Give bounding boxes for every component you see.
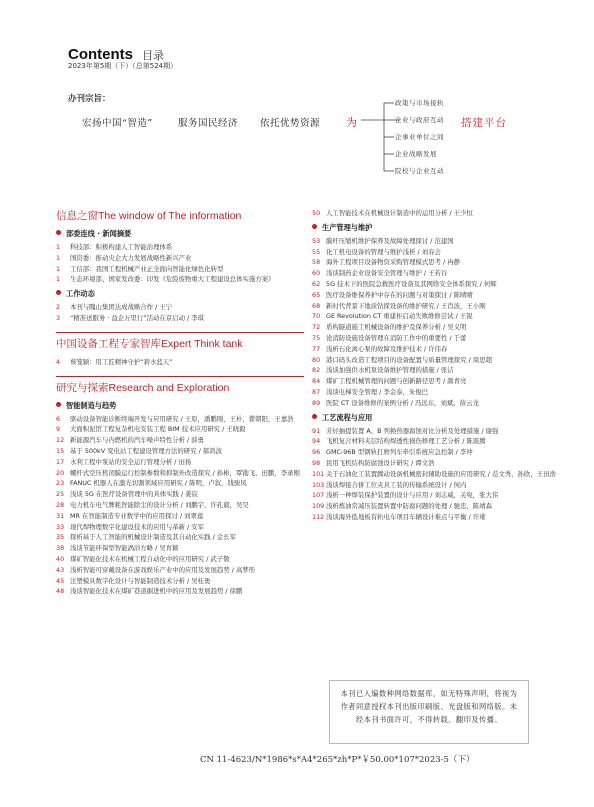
entry-title: 医院 CT 设备维修的案例分析 / 冯远东，刘斌，薛云龙 (326, 398, 479, 407)
aim-middle: 为 (346, 116, 357, 129)
toc-entry[interactable] (56, 313, 304, 324)
toc-entry[interactable] (56, 532, 304, 543)
entry-title: 浅谈节能环保型智能涡浴方略 / 吴育颖 (70, 544, 179, 553)
entry-title: 水利工程中泵站的安全运行管理分析 / 田扬 (70, 457, 192, 466)
page-number: 15 (56, 446, 65, 455)
page-number: 43 (56, 565, 65, 574)
toc-entry[interactable] (56, 424, 304, 435)
page-number: 38 (56, 544, 65, 553)
entry-title: 科技部：积极构建人工智能治理体系 (70, 243, 173, 251)
subsection-header (56, 289, 304, 299)
page-number: 25 (56, 490, 65, 499)
toc-entry[interactable] (56, 253, 304, 264)
page-number: 72 (312, 323, 321, 332)
page-number: 1 (56, 243, 61, 251)
page-number: 20 (56, 468, 65, 477)
entry-title: 大面积泥馆工程复杂机电安装工程 BIM 技术应用研究 / 王晓毅 (70, 425, 246, 434)
subsection-title: 工作动态 (66, 289, 95, 299)
toc-entry[interactable] (312, 290, 582, 301)
page-number: 75 (312, 333, 321, 342)
toc-entry[interactable] (56, 357, 304, 368)
toc-entry[interactable] (312, 387, 582, 398)
title-cn: 目录 (142, 49, 165, 62)
page-number: 45 (56, 576, 65, 585)
page-number: 55 (312, 247, 321, 256)
page-number: 80 (312, 355, 321, 364)
entry-title: 芳烃抽提装置 A、B 列换热器腐蚀对比分析及处理措施 / 谢强 (326, 426, 499, 435)
page-number: 112 (312, 512, 325, 521)
toc-entry[interactable] (312, 344, 582, 355)
page-number: 65 (312, 290, 321, 299)
page-number: 28 (56, 500, 65, 509)
slogan-3: 依托优势资源 (260, 118, 321, 129)
page-number: 17 (56, 457, 65, 466)
entry-title: 注塑模具数字化设计与智能制造技术分析 / 吴桂勇 (70, 576, 211, 585)
toc-entry[interactable] (56, 446, 304, 457)
subsection-header (312, 413, 582, 423)
entry-title: 煤矿工程机械管理的问题与创新路径思考 / 颜青亮 (326, 377, 467, 386)
branch-3: 企事业单位之间 (395, 133, 444, 141)
page-number: 84 (312, 377, 321, 386)
page-number: 40 (56, 554, 65, 563)
bullet-dot-icon (56, 230, 61, 235)
toc-entry[interactable] (312, 301, 582, 312)
section-header (56, 332, 304, 351)
branch-5: 院校与企业互动 (395, 167, 444, 175)
right-column (312, 208, 582, 523)
page-number: 103 (312, 480, 325, 489)
page-number: 94 (312, 437, 321, 446)
toc-entry[interactable] (312, 398, 582, 409)
toc-entry[interactable] (56, 457, 304, 468)
toc-entry[interactable] (56, 576, 304, 587)
left-column (56, 208, 304, 597)
entry-title: 盾构隧道施工机械设备的维护及保养分析 / 吴义明 (326, 323, 467, 332)
subsection-title: 部委连线 · 新闻摘要 (66, 229, 132, 238)
page-number: 4 (56, 357, 61, 366)
entry-title: 驱动设备智能诊断终端开发与应用研究 / 王原，潘鹏刚，王朴，瞿朝阳，王嘉浩 (70, 414, 294, 423)
toc-entry[interactable] (312, 208, 582, 219)
entry-title: “精准送服务 · 益企万里行”活动在京启动 / 李琪 (70, 313, 204, 322)
page-number: 6 (56, 414, 61, 423)
bullet-dot-icon (56, 402, 61, 407)
entry-title: 浅析炼油常减压装置转置中防腐问题的处理 / 驰忠，陈靖森 (326, 502, 492, 511)
toc-entry[interactable] (56, 435, 304, 446)
entry-title: 国资委：推动央企大力发展战略性新兴产业 (70, 253, 192, 262)
toc-entry[interactable] (312, 247, 582, 258)
entry-title: 浅谈电梯安全管理 / 李金泰，朱俊巴 (326, 387, 429, 396)
page-number: 77 (312, 344, 321, 353)
entry-title: 新能源汽车与内燃机的汽车噪声特性分析 / 薛勇 (70, 436, 205, 445)
branch-1: 政策与市场接轨 (395, 99, 444, 107)
toc-entry[interactable] (312, 311, 582, 322)
slogan-1: 宏扬中国“智造” (82, 118, 153, 129)
section-title-en: Expert Think tank (161, 337, 243, 350)
page-number: 12 (56, 436, 65, 445)
entry-title: 螺杆式空压机闭膜运行控制参数和抑制外改造探究 / 孙彬，覃勖飞，田鹏，李录刚 (70, 468, 300, 477)
page-number: 50 (312, 209, 321, 217)
page-number: 58 (312, 258, 321, 267)
page-number: 109 (312, 502, 325, 511)
section-header (56, 376, 304, 395)
toc-entry[interactable] (312, 469, 582, 480)
page-number: 60 (312, 269, 321, 278)
section-title-cn: 研究与探索 (56, 381, 109, 394)
toc-entry[interactable] (56, 468, 304, 479)
entry-title: 浅谈 5G 在医疗设备管理中的具体实践 / 姜宸 (70, 490, 198, 499)
entry-title: MR 在智能制造专业数学中的应用探讨 / 刘翠莲 (70, 511, 204, 520)
bullet-dot-icon (56, 290, 61, 295)
slogan-2: 服务国民经济 (178, 118, 239, 129)
entry-title: 浅析一种焊装保护装置的设计与应用 / 刘志威，关宛，张大伟 (326, 491, 499, 500)
page-number: 96 (312, 448, 321, 457)
toc-entry[interactable] (312, 501, 582, 512)
toc-entry[interactable] (312, 436, 582, 447)
toc-entry[interactable] (312, 279, 582, 290)
page-number: 1 (56, 275, 61, 284)
page-number: 23 (56, 479, 65, 488)
entry-title: 探析基于人工智能的机械设计制造及其自动化实践 / 金长军 (70, 533, 236, 542)
toc-entry[interactable] (312, 322, 582, 333)
page-number: 33 (56, 522, 65, 531)
entry-title: 飞机复合材料夹层结构焊透性损伤修理工艺分析 / 陈震腾 (326, 437, 486, 446)
entry-title: 关于石油化工装置腾动设备机械密封辅助设施的应用研究 / 范文秀，孙欣，王田浩 (326, 469, 556, 478)
toc-entry[interactable] (312, 512, 582, 523)
toc-entry[interactable] (312, 376, 582, 387)
section-title-cn: 中国设备工程专家智库 (56, 337, 161, 350)
toc-entry[interactable] (56, 414, 304, 425)
page-number: 9 (56, 425, 61, 434)
entry-title: 论消防设施设备管理在消防工作中的重要性 / 于蕾 (326, 333, 467, 342)
page-number: 87 (312, 387, 321, 396)
page-number: 31 (56, 511, 65, 520)
entry-title: 膜杆压缩机维护保养及故障处理探讨 / 范建国 (326, 236, 454, 245)
toc-entry[interactable] (312, 490, 582, 501)
toc-entry[interactable] (312, 355, 582, 366)
toc-entry[interactable] (312, 365, 582, 376)
aim-label: 办刊宗旨： (68, 94, 111, 104)
section-title-cn: 信息之窗 (56, 210, 98, 222)
subsection-header (56, 401, 304, 411)
entry-title: 医疗设备维保养护中存在的问题与对策探讨 / 陈晴晴 (326, 290, 473, 299)
page-number: 53 (312, 236, 321, 245)
section-title-en: Research and Exploration (108, 381, 230, 394)
page-number: 1 (56, 264, 61, 273)
toc-entry[interactable] (56, 522, 304, 533)
entry-title: 浅谈制药企业设备安全管理与维护 / 王若谷 (326, 269, 448, 278)
toc-entry[interactable] (56, 565, 304, 576)
title-en: Contents (68, 46, 133, 63)
entry-title: GE Revolution CT 重建柜启动失败维修尝试 / 王锐 (326, 312, 473, 321)
toc-entry[interactable] (56, 242, 304, 253)
toc-entry[interactable] (56, 586, 304, 597)
page-number: 101 (312, 469, 325, 478)
entry-title: 浅谈加强供水机泵设备维护管理的措施 / 张洁 (326, 366, 454, 375)
entry-title: 现代焊物理数字化建设技术的应用与革新 / 安军 (70, 522, 205, 531)
entry-title: GMC-96B 型钢轨打磨列车牵引系统应急控制 / 李冲 (326, 448, 473, 457)
page-number: 1 (56, 253, 61, 262)
toc-entry[interactable] (312, 458, 582, 469)
subsection-title: 智能制造与趋势 (66, 400, 117, 410)
toc-entry[interactable] (312, 426, 582, 437)
subsection-title: 工艺流程与应用 (322, 412, 373, 422)
entry-title: 浅谈智能化技术在煤矿巷道掘进机中的应用及发展趋势 / 徐鹏 (70, 587, 243, 596)
page-number: 107 (312, 491, 325, 500)
issue-info: 2023年第5期（下）（总第524期） (68, 62, 178, 70)
entry-title: 生态环境部、国家发改委：印发《危险废物重大工程建设总体实施方案》 (70, 275, 275, 284)
toc-entry[interactable] (312, 257, 582, 268)
page-number: 35 (56, 533, 65, 542)
entry-title: 本刊与隗山集团达成战略合作 / 王宁 (70, 303, 173, 312)
subsection-header (56, 229, 304, 239)
page-number: 48 (56, 587, 65, 596)
entry-title: 浅析石化离心泵的故障及维护技术 / 许伟春 (326, 344, 448, 353)
page-number: 2 (56, 303, 61, 312)
entry-title: 基于 500kV 变电站工程建设管理方法的研究 / 郝鸿波 (70, 446, 222, 455)
toc-entry[interactable] (312, 480, 582, 491)
entry-title: 浅谈焊接合拼工位夹具工装的传输系统设计 / 何内 (326, 480, 467, 489)
toc-entry[interactable] (312, 333, 582, 344)
page-number: 68 (312, 301, 321, 310)
entry-title: 化工机电设备的管理与维护浅析 / 刘春会 (326, 247, 441, 256)
subsection-header (312, 223, 582, 233)
toc-entry[interactable] (56, 554, 304, 565)
section-header (56, 208, 304, 223)
page-number: 82 (312, 366, 321, 375)
entry-title: 民用飞机结构防腐蚀设计研究 / 谭文浩 (326, 458, 435, 467)
page-number: 91 (312, 426, 321, 435)
toc-entry[interactable] (56, 500, 304, 511)
aim-target: 搭建平台 (461, 117, 507, 129)
page-number: 70 (312, 312, 321, 321)
section-title-en: The window of The information (98, 210, 242, 222)
entry-title: 新时代背景下地质钻探设备的维护研究 / 王肖波，王小刚 (326, 301, 486, 310)
branch-lines (360, 100, 400, 180)
entry-title: 工信部：我国工程机械产业正全面向智能化绿色化转型 (70, 264, 224, 273)
toc-entry[interactable] (56, 302, 304, 313)
toc-entry[interactable] (312, 447, 582, 458)
entry-title: 电力机车电气牌耗智能除尘的设计分析 / 刘鹏宇，许孔毅，吴昊 (70, 500, 249, 509)
copyright-notice: 本刊已入编数种网络数据库，如无特殊声明，将视为作者同意授权本刊出版印刷版、光盘版和网络版。未经本刊书面许可，不得转载、翻印及传播。 (329, 680, 529, 744)
entry-title: 人工智能技术在机械设计制造中的运用分析 / 王少恒 (326, 209, 473, 217)
branch-2: 企业与政府互动 (395, 116, 444, 124)
footer-cn-code: CN 11-4623/N*1986*s*A4*265*zh*P*￥50.00*107*2023-5（下） (200, 755, 475, 765)
entry-title: 浅析智能可穿戴设备在游戏娱乐产业中的应用及发展趋势 / 高梦彤 (70, 565, 256, 574)
toc-entry[interactable] (56, 511, 304, 522)
toc-entry[interactable] (56, 478, 304, 489)
toc-entry[interactable] (56, 489, 304, 500)
entry-title: 海外工程项目设备物资采购管理模式思考 / 冉静 (326, 258, 461, 267)
bullet-dot-icon (312, 414, 317, 419)
subsection-title: 生产管理与维护 (322, 222, 373, 232)
branch-4: 企业战略发展 (395, 150, 437, 158)
entry-title: 港口码头改造工程项目的设备配置与质量管理探究 / 周思超 (326, 355, 492, 364)
toc-entry[interactable] (56, 543, 304, 554)
page-number: 62 (312, 279, 321, 288)
entry-title: 煤矿智能化技术在机械工程自动化中的应用研究 / 武子敬 (70, 554, 230, 563)
toc-entry[interactable] (56, 274, 304, 285)
page-number: 89 (312, 398, 321, 407)
entry-title: 蔡笼颖：用工匠精神守护“碧水蓝天” (70, 357, 173, 366)
bullet-dot-icon (312, 224, 317, 229)
toc-entry[interactable] (312, 236, 582, 247)
entry-title: FANUC 机器人在激光切割领域应用研究 / 陈明，卢叙，钱骏凤 (70, 479, 247, 488)
entry-title: 浅谈海外低地板有轨电车项目车辆设计难点与平衡 / 许璀 (326, 512, 486, 521)
page-number: 3 (56, 313, 61, 322)
page-number: 98 (312, 458, 321, 467)
toc-entry[interactable] (312, 268, 582, 279)
entry-title: 5G 技术下的医院急救医疗设备及其网络安全体系探究 / 何辉 (326, 279, 497, 288)
toc-entry[interactable] (56, 264, 304, 275)
